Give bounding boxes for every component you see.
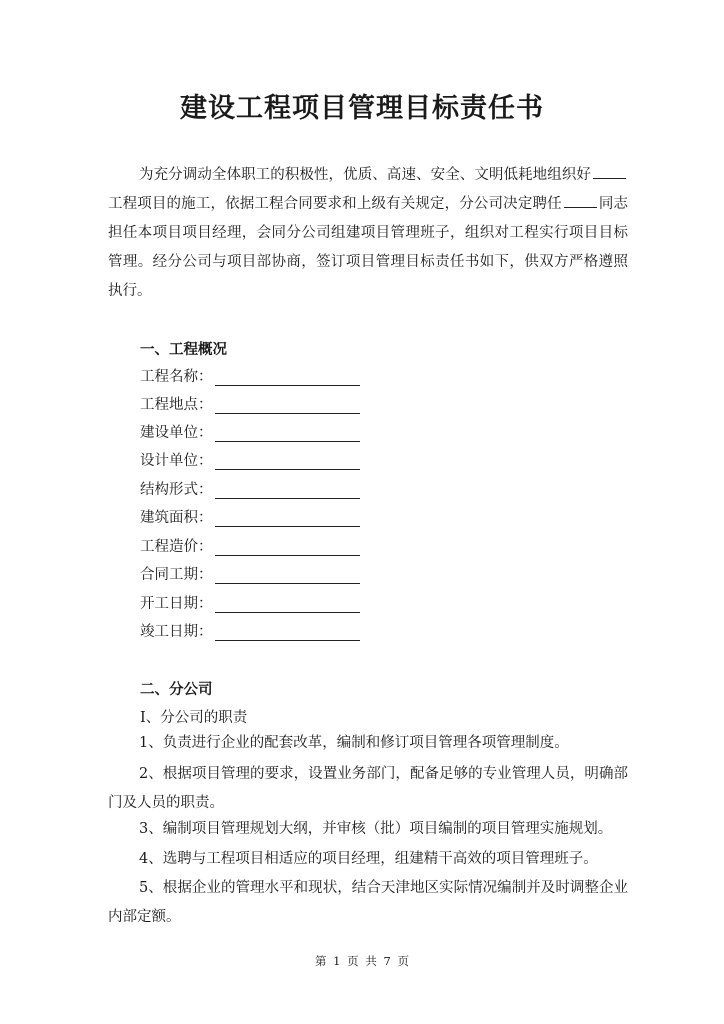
fill-in-line: [215, 369, 360, 386]
field-label: 工程地点：: [140, 397, 213, 413]
field-label: 建设单位：: [140, 425, 213, 441]
duty-item: 1、负责进行企业的配套改革，编制和修订项目管理各项管理制度。: [139, 735, 569, 751]
intro-paragraph: [108, 161, 628, 306]
document-title: 建设工程项目管理目标责任书: [180, 93, 544, 124]
field-project-name: [140, 364, 360, 386]
field-start-date: [140, 591, 360, 613]
field-label: 工程造价：: [140, 539, 213, 555]
fill-in-line: [215, 624, 360, 641]
field-construction-unit: [140, 420, 360, 442]
field-label: 合同工期：: [140, 567, 213, 583]
field-contract-period: [140, 562, 360, 584]
field-label: 竣工日期：: [140, 624, 213, 640]
intro-text-part1: 为充分调动全体职工的积极性，优质、高速、安全、文明低耗地组织好: [139, 167, 591, 183]
field-project-cost: [140, 534, 360, 556]
field-label: 工程名称：: [140, 369, 213, 385]
duty-item: 3、编制项目管理规划大纲，并审核（批）项目编制的项目管理实施规划。: [139, 821, 613, 837]
intro-text-part2: 工程项目的施工，依据工程合同要求和上级有关规定，分公司决定聘任: [108, 196, 562, 212]
section2-subheading: Ⅰ、分公司的职责: [140, 710, 248, 726]
fill-in-line: [215, 397, 360, 414]
field-label: 开工日期：: [140, 596, 213, 612]
duty-item: 4、选聘与工程项目相适应的项目经理，组建精干高效的项目管理班子。: [139, 851, 598, 867]
field-label: 建筑面积：: [140, 510, 213, 526]
fill-in-line: [215, 539, 360, 556]
field-label: 结构形式：: [140, 482, 213, 498]
section2-heading: 二、分公司: [140, 681, 213, 698]
field-project-location: [140, 392, 360, 414]
field-structure-type: [140, 477, 360, 499]
field-building-area: [140, 505, 360, 527]
field-completion-date: [140, 619, 360, 641]
field-label: 设计单位：: [140, 453, 213, 469]
duty-item: 2、根据项目管理的要求，设置业务部门，配备足够的专业管理人员，明确部门及人员的职责。: [108, 766, 628, 811]
fill-in-line: [215, 510, 360, 527]
fill-in-line: [215, 453, 360, 470]
fill-in-line: [215, 567, 360, 584]
manager-name-blank: [564, 195, 597, 208]
field-design-unit: [140, 448, 360, 470]
fill-in-line: [215, 596, 360, 613]
intro-text-part3: 同志担任本项目项目经理，会同分公司组建项目管理班子，组织对工程实行项目目标管理。经分公司与项目部协商，签订项目管理目标责任书如下，供双方严格遵照执行。: [108, 196, 629, 299]
page-footer: 第 1 页 共 7 页: [315, 954, 409, 968]
fill-in-line: [215, 482, 360, 499]
fill-in-line: [215, 425, 360, 442]
project-name-blank: [593, 166, 626, 179]
section1-heading: 一、工程概况: [140, 341, 227, 358]
duty-item: 5、根据企业的管理水平和现状，结合天津地区实际情况编制并及时调整企业内部定额。: [108, 880, 628, 925]
